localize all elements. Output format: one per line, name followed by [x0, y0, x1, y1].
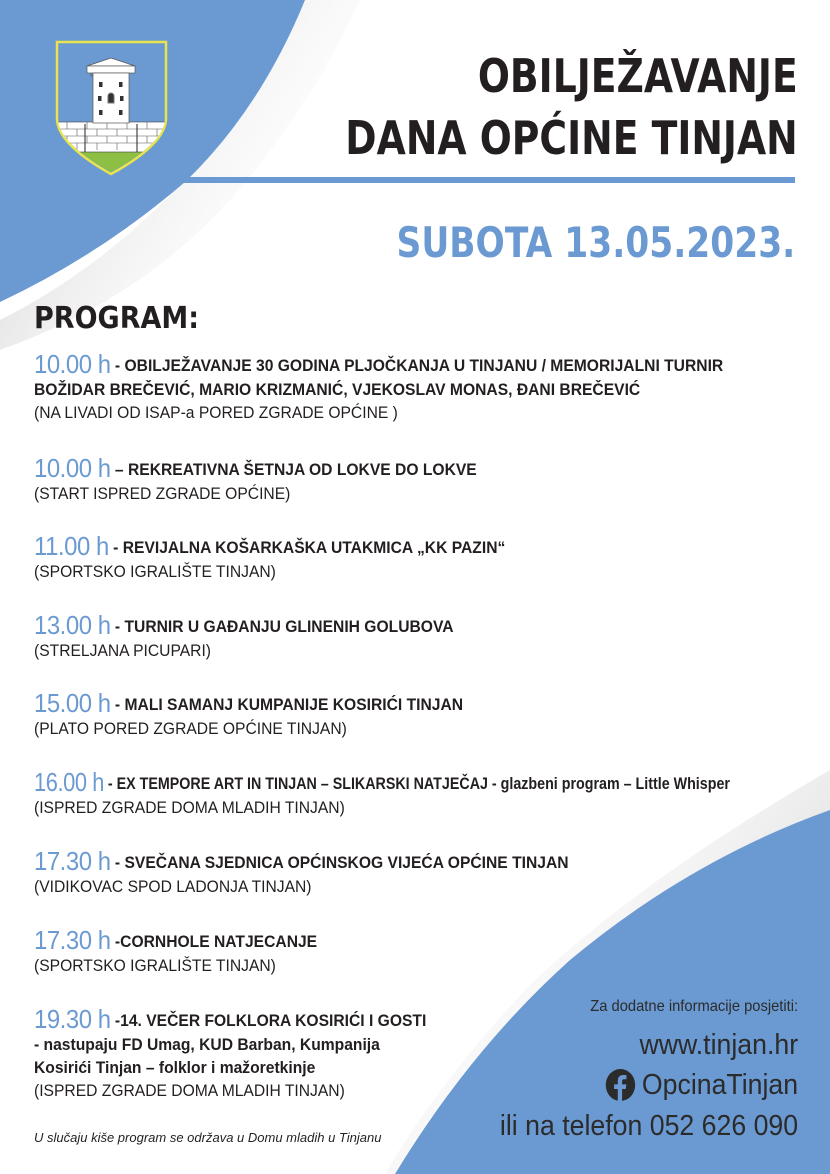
event-time: 10.00 h — [34, 453, 111, 483]
event-title: REVIJALNA KOŠARKAŠKA UTAKMICA „KK PAZIN“ — [122, 538, 506, 557]
title-line-2: DANA OPĆINE TINJAN — [345, 111, 798, 165]
event-date: SUBOTA 13.05.2023. — [396, 218, 795, 267]
title-underline — [180, 177, 795, 183]
facebook-icon — [605, 1068, 636, 1102]
event-title: CORNHOLE NATJECANJE — [120, 932, 318, 951]
event-title: MALI SAMANJ KUMPANIJE KOSIRIĆI TINJAN — [124, 695, 464, 714]
event-separator: - — [110, 1011, 121, 1030]
event-separator: - — [110, 932, 121, 951]
event-time: 15.00 h — [34, 688, 111, 718]
event-title: TURNIR U GAĐANJU GLINENIH GOLUBOVA — [124, 617, 454, 636]
event-location: (STRELJANA PICUPARI) — [34, 641, 211, 660]
event-location: (ISPRED ZGRADE DOMA MLADIH TINJAN) — [34, 798, 345, 817]
program-item — [34, 846, 615, 899]
program-item — [34, 1004, 460, 1103]
event-performers-continued: Kosirići Tinjan – folklor i mažoretkinje — [34, 1058, 316, 1077]
rain-note: U slučaju kiše program se održava u Domu mladih u Tinjanu — [34, 1130, 382, 1145]
event-performers: - nastupaju FD Umag, KUD Barban, Kumpanija — [34, 1035, 380, 1054]
program-item — [34, 688, 500, 741]
program-item — [34, 610, 490, 663]
event-separator: – — [110, 460, 128, 479]
event-time: 16.00 h — [34, 767, 104, 797]
event-separator: - — [110, 617, 125, 636]
program-item — [34, 531, 546, 584]
event-separator: - — [108, 538, 123, 557]
program-item — [34, 349, 783, 425]
municipal-crest-icon — [55, 40, 168, 176]
event-location: (NA LIVADI OD ISAP-a PORED ZGRADE OPĆINE ) — [34, 403, 398, 422]
event-separator: - — [110, 853, 125, 872]
event-location: (START ISPRED ZGRADE OPĆINE) — [34, 484, 291, 503]
more-info-label: Za dodatne informacije posjetiti: — [590, 998, 798, 1015]
title-line-1: OBILJEŽAVANJE — [478, 49, 798, 103]
event-title: EX TEMPORE ART IN TINJAN – SLIKARSKI NATJEČAJ - glazbeni program – Little Whisper — [116, 774, 730, 793]
event-location: (ISPRED ZGRADE DOMA MLADIH TINJAN) — [34, 1081, 345, 1100]
event-title: REKREATIVNA ŠETNJA OD LOKVE DO LOKVE — [127, 460, 477, 479]
event-title: SVEČANA SJEDNICA OPĆINSKOG VIJEĆA OPĆINE TINJAN — [124, 853, 569, 872]
event-separator: - — [110, 356, 125, 375]
phone-number: ili na telefon 052 626 090 — [499, 1110, 798, 1142]
event-time: 11.00 h — [34, 531, 109, 561]
event-location: (SPORTSKO IGRALIŠTE TINJAN) — [34, 562, 276, 581]
website-link[interactable]: www.tinjan.hr — [639, 1029, 798, 1061]
event-separator: - — [110, 695, 125, 714]
event-location: (PLATO PORED ZGRADE OPĆINE TINJAN) — [34, 719, 347, 738]
event-title: OBILJEŽAVANJE 30 GODINA PLJOČKANJA U TINJANU / MEMORIJALNI TURNIR — [124, 356, 724, 375]
event-location: (VIDIKOVAC SPOD LADONJA TINJAN) — [34, 877, 312, 896]
event-title-continued: BOŽIDAR BREČEVIĆ, MARIO KRIZMANIĆ, VJEKOSLAV MONAS, ĐANI BREČEVIĆ — [34, 380, 641, 399]
event-time: 10.00 h — [34, 349, 111, 379]
event-time: 19.30 h — [34, 1004, 111, 1034]
event-separator: - — [103, 774, 117, 793]
page-title — [346, 45, 798, 169]
event-time: 13.00 h — [34, 610, 111, 640]
event-title: 14. VEČER FOLKLORA KOSIRIĆI I GOSTI — [120, 1011, 427, 1030]
facebook-handle: OpcinaTinjan — [641, 1069, 798, 1101]
program-item — [34, 767, 830, 820]
event-time: 17.30 h — [34, 925, 111, 955]
program-item — [34, 925, 342, 978]
program-heading: PROGRAM: — [34, 301, 200, 336]
event-location: (SPORTSKO IGRALIŠTE TINJAN) — [34, 956, 276, 975]
event-time: 17.30 h — [34, 846, 111, 876]
facebook-link[interactable] — [500, 1065, 798, 1105]
program-item — [34, 453, 515, 506]
contact-info — [474, 995, 798, 1147]
